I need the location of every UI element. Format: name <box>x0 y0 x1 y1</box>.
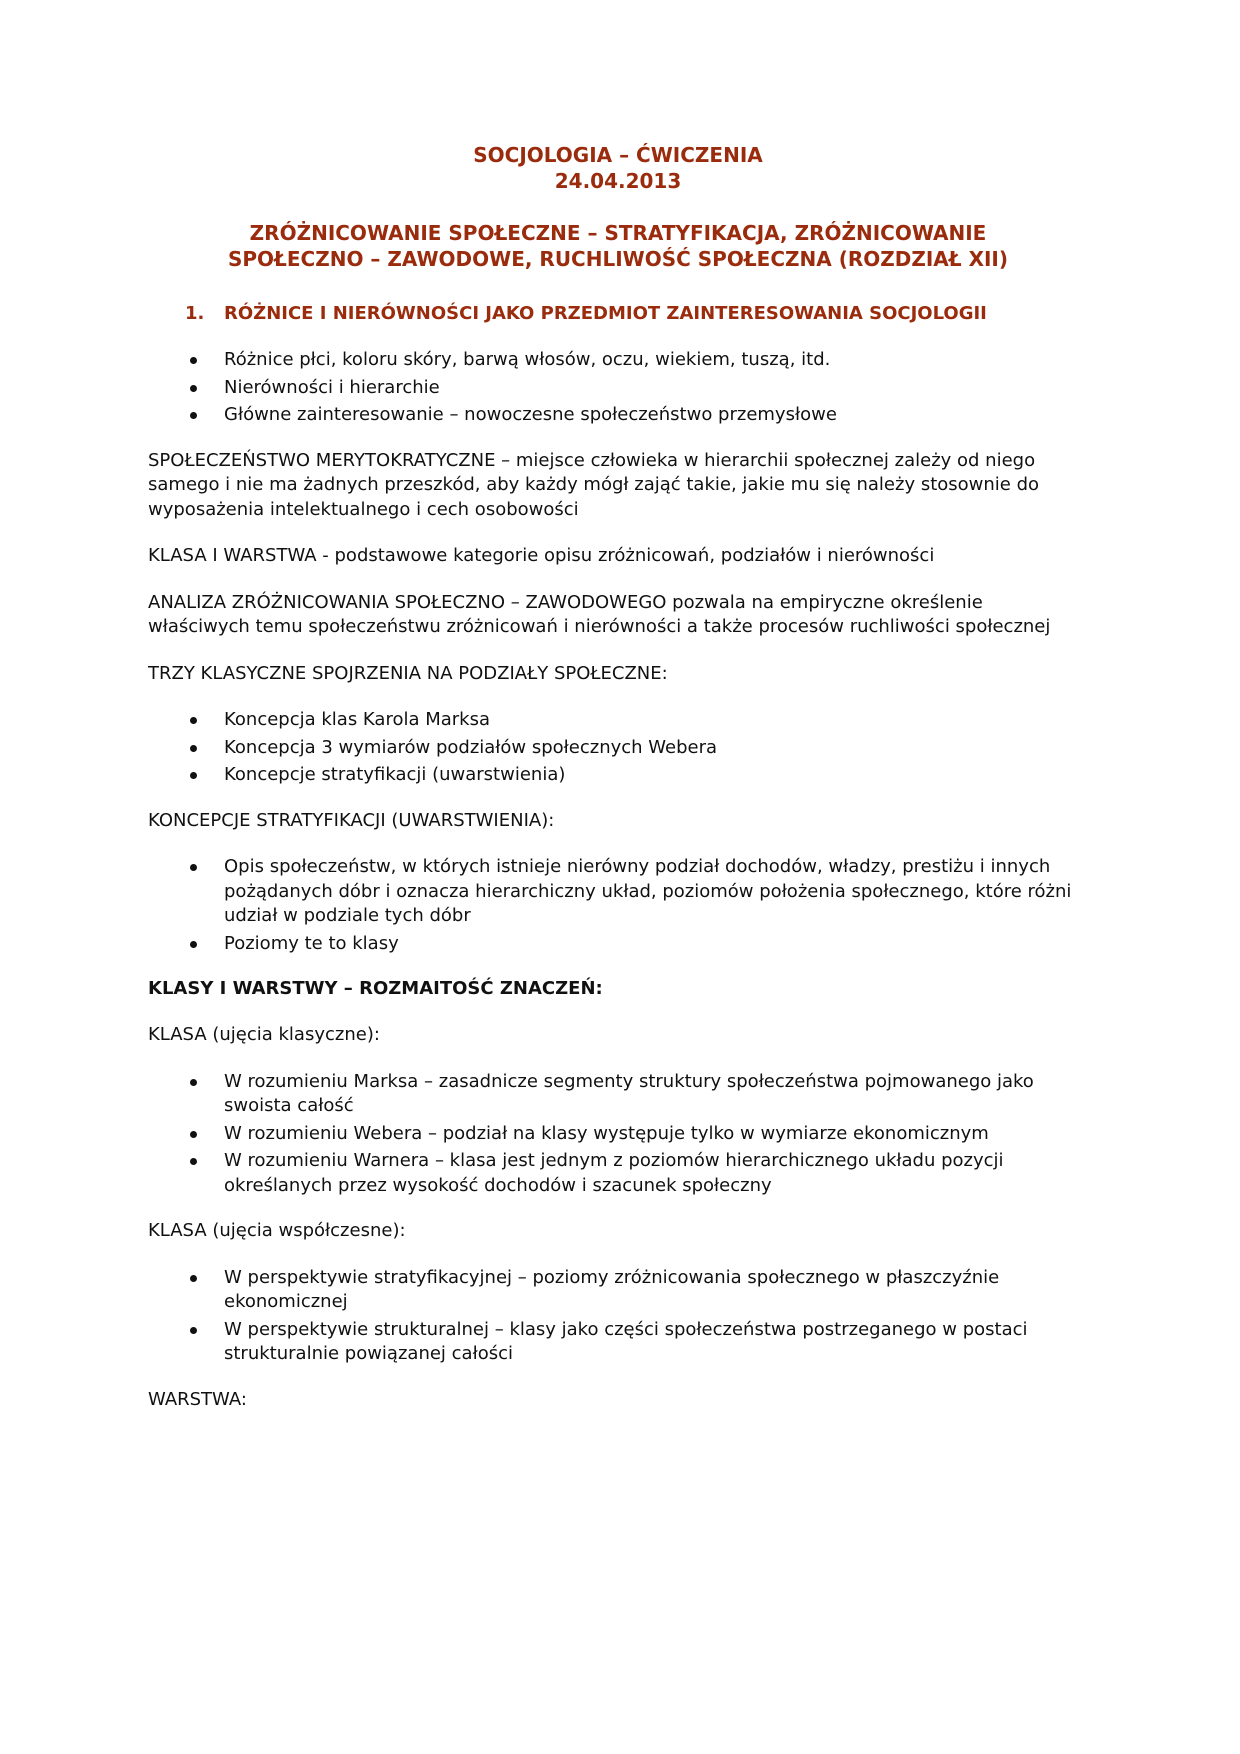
subtitle-line-2: SPOŁECZNO – ZAWODOWE, RUCHLIWOŚĆ SPOŁECZNA (ROZDZIAŁ XII) <box>227 247 1009 271</box>
list-item: Różnice płci, koloru skóry, barwą włosów, oczu, wiekiem, tuszą, itd. <box>148 348 1088 373</box>
bullet-icon <box>190 772 197 779</box>
document-title <box>148 142 1088 194</box>
list-item: Koncepcje stratyfikacji (uwarstwienia) <box>148 763 1088 788</box>
bullet-icon <box>190 412 197 419</box>
title-line-1: SOCJOLOGIA – ĆWICZENIA <box>473 143 763 167</box>
bullet-icon <box>190 1079 197 1086</box>
bullet-icon <box>190 1275 197 1282</box>
title-date: 24.04.2013 <box>554 169 682 193</box>
list-item: Koncepcja 3 wymiarów podziałów społecznych Webera <box>148 736 1088 761</box>
list-item: W rozumieniu Webera – podział na klasy występuje tylko w wymiarze ekonomicznym <box>148 1122 1088 1147</box>
three-views-bullet-list <box>148 708 1088 788</box>
list-item: W perspektywie stratyfikacyjnej – poziomy zróżnicowania społecznego w płaszczyźnie ekonomicznej <box>148 1266 1088 1315</box>
list-item: Poziomy te to klasy <box>148 932 1088 957</box>
bullet-icon <box>190 1131 197 1138</box>
section-number: 1. <box>185 303 205 324</box>
stratification-heading: KONCEPCJE STRATYFIKACJI (UWARSTWIENIA): <box>148 809 555 831</box>
bullet-icon <box>190 864 197 871</box>
section-heading-text: RÓŻNICE I NIERÓWNOŚCI JAKO PRZEDMIOT ZAINTERESOWANIA SOCJOLOGII <box>224 303 987 324</box>
list-item: Koncepcja klas Karola Marksa <box>148 708 1088 733</box>
bullet-icon <box>190 941 197 948</box>
classes-layers-heading: KLASY I WARSTWY – ROZMAITOŚĆ ZNACZEŃ: <box>148 978 603 999</box>
class-layer-paragraph: KLASA I WARSTWA - podstawowe kategorie opisu zróżnicowań, podziałów i nierówności <box>148 545 935 566</box>
list-item: Główne zainteresowanie – nowoczesne społeczeństwo przemysłowe <box>148 403 1088 428</box>
section-1-heading <box>148 302 1004 326</box>
document-subtitle <box>148 220 1088 272</box>
list-item: W perspektywie strukturalnej – klasy jako części społeczeństwa postrzeganego w postaci strukturalnie powiązanej całości <box>148 1318 1088 1367</box>
bullet-icon <box>190 1158 197 1165</box>
bullet-icon <box>190 1327 197 1334</box>
list-item: W rozumieniu Warnera – klasa jest jednym z poziomów hierarchicznego układu pozycji określanych przez wysokość dochodów i szacunek społeczny <box>148 1149 1088 1198</box>
three-views-paragraph: TRZY KLASYCZNE SPOJRZENIA NA PODZIAŁY SPOŁECZNE: <box>148 662 668 684</box>
analysis-paragraph: ANALIZA ZRÓŻNICOWANIA SPOŁECZNO – ZAWODOWEGO pozwala na empiryczne określenie właściwych temu społeczeństwu zróżnicowań i nierówności a także procesów ruchliwości społecznej <box>148 591 1051 637</box>
classic-class-heading: KLASA (ujęcia klasyczne): <box>148 1024 380 1045</box>
list-item: Opis społeczeństw, w których istnieje nierówny podział dochodów, władzy, prestiżu i innych pożądanych dóbr i oznacza hierarchiczny układ, poziomów położenia społecznego, które różni udział w podziale tych dóbr <box>148 855 1088 929</box>
section-1-bullet-list <box>148 348 1088 428</box>
modern-class-bullet-list <box>148 1266 1088 1367</box>
list-item: Nierówności i hierarchie <box>148 376 1088 401</box>
bullet-icon <box>190 357 197 364</box>
meritocratic-paragraph: SPOŁECZEŃSTWO MERYTOKRATYCZNE – miejsce człowieka w hierarchii społecznej zależy od niego samego i nie ma żadnych przeszkód, aby każdy mógł zająć takie, jakie mu się należy stosownie do wyposażenia intelektualnego i cech osobowości <box>148 449 1040 520</box>
bullet-icon <box>190 717 197 724</box>
modern-class-heading: KLASA (ujęcia współczesne): <box>148 1220 406 1241</box>
list-item: W rozumieniu Marksa – zasadnicze segmenty struktury społeczeństwa pojmowanego jako swoista całość <box>148 1070 1088 1119</box>
bullet-icon <box>190 385 197 392</box>
classic-class-bullet-list <box>148 1070 1088 1199</box>
stratification-bullet-list <box>148 855 1088 956</box>
layer-heading: WARSTWA: <box>148 1388 247 1410</box>
subtitle-line-1: ZRÓŻNICOWANIE SPOŁECZNE – STRATYFIKACJA, ZRÓŻNICOWANIE <box>249 221 987 245</box>
document-page <box>148 142 1088 1412</box>
bullet-icon <box>190 745 197 752</box>
